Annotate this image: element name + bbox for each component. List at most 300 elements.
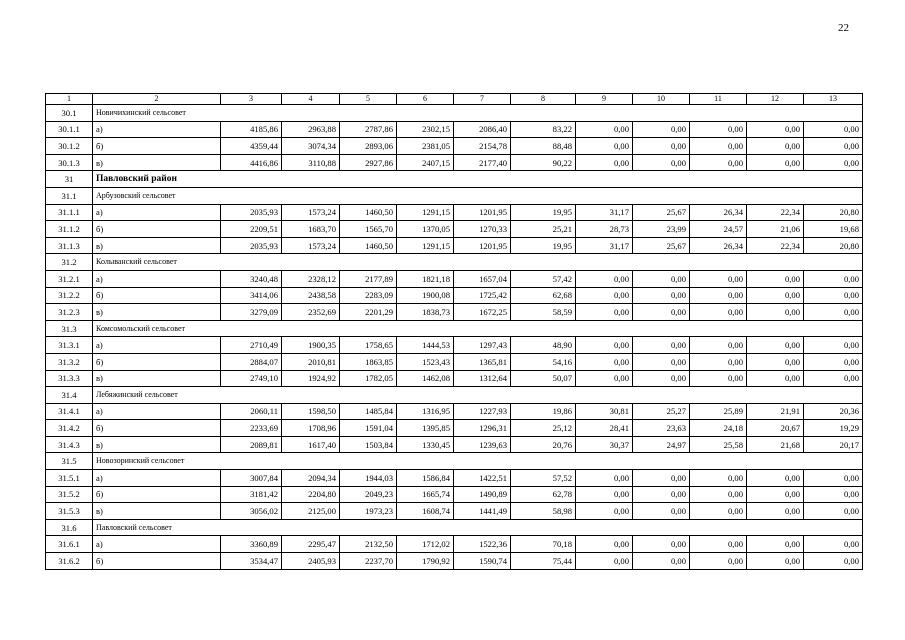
value-cell: 30,37 xyxy=(576,436,633,453)
row-code: 31.2.2 xyxy=(46,287,93,304)
value-cell: 25,67 xyxy=(633,204,690,221)
value-cell: 1565,70 xyxy=(340,221,397,238)
row-code: 31.2 xyxy=(46,254,93,271)
value-cell: 1395,85 xyxy=(397,420,454,437)
value-cell: 0,00 xyxy=(747,503,804,520)
value-cell: 0,00 xyxy=(747,536,804,553)
value-cell: 3534,47 xyxy=(221,553,282,570)
row-code: 31.5.1 xyxy=(46,470,93,487)
value-cell: 3074,34 xyxy=(282,138,340,155)
value-cell: 0,00 xyxy=(804,154,863,171)
row-code: 30.1 xyxy=(46,105,93,122)
value-cell: 2035,93 xyxy=(221,204,282,221)
value-cell: 24,18 xyxy=(690,420,747,437)
value-cell: 0,00 xyxy=(690,121,747,138)
value-cell: 0,00 xyxy=(747,486,804,503)
value-cell: 25,89 xyxy=(690,403,747,420)
value-cell: 2328,12 xyxy=(282,270,340,287)
value-cell: 0,00 xyxy=(690,370,747,387)
value-cell: 70,18 xyxy=(511,536,576,553)
table-row xyxy=(46,270,863,287)
row-code: 31.4 xyxy=(46,387,93,404)
table-row xyxy=(46,403,863,420)
value-cell: 0,00 xyxy=(804,503,863,520)
value-cell: 0,00 xyxy=(633,370,690,387)
value-cell: 3240,48 xyxy=(221,270,282,287)
row-code: 31 xyxy=(46,171,93,188)
value-cell: 1370,05 xyxy=(397,221,454,238)
table-row xyxy=(46,287,863,304)
value-cell: 2884,07 xyxy=(221,353,282,370)
value-cell: 0,00 xyxy=(633,121,690,138)
value-cell: 26,34 xyxy=(690,237,747,254)
value-cell: 1617,40 xyxy=(282,436,340,453)
value-cell: 19,95 xyxy=(511,204,576,221)
row-label: а) xyxy=(93,536,221,553)
value-cell: 0,00 xyxy=(747,470,804,487)
value-cell: 0,00 xyxy=(576,470,633,487)
value-cell: 0,00 xyxy=(633,337,690,354)
value-cell: 2089,81 xyxy=(221,436,282,453)
section-row xyxy=(46,519,863,536)
value-cell: 0,00 xyxy=(576,553,633,570)
value-cell: 1838,73 xyxy=(397,304,454,321)
value-cell: 0,00 xyxy=(633,503,690,520)
value-cell: 83,22 xyxy=(511,121,576,138)
row-code: 31.1.3 xyxy=(46,237,93,254)
value-cell: 25,58 xyxy=(690,436,747,453)
row-label: а) xyxy=(93,337,221,354)
value-cell: 0,00 xyxy=(633,486,690,503)
value-cell: 0,00 xyxy=(576,370,633,387)
value-cell: 19,95 xyxy=(511,237,576,254)
header-row xyxy=(46,94,863,105)
value-cell: 19,86 xyxy=(511,403,576,420)
value-cell: 58,98 xyxy=(511,503,576,520)
value-cell: 1297,43 xyxy=(454,337,511,354)
value-cell: 2060,11 xyxy=(221,403,282,420)
value-cell: 3110,88 xyxy=(282,154,340,171)
table-row xyxy=(46,536,863,553)
value-cell: 0,00 xyxy=(804,270,863,287)
value-cell: 4416,86 xyxy=(221,154,282,171)
row-code: 31.4.3 xyxy=(46,436,93,453)
value-cell: 1201,95 xyxy=(454,204,511,221)
value-cell: 0,00 xyxy=(576,337,633,354)
value-cell: 1924,92 xyxy=(282,370,340,387)
row-label: в) xyxy=(93,503,221,520)
row-code: 31.3.1 xyxy=(46,337,93,354)
value-cell: 2438,58 xyxy=(282,287,340,304)
value-cell: 0,00 xyxy=(747,270,804,287)
row-code: 31.6 xyxy=(46,519,93,536)
table-row xyxy=(46,503,863,520)
value-cell: 0,00 xyxy=(633,154,690,171)
value-cell: 1900,35 xyxy=(282,337,340,354)
column-number: 3 xyxy=(221,94,282,105)
value-cell: 0,00 xyxy=(576,270,633,287)
value-cell: 0,00 xyxy=(633,536,690,553)
row-label: б) xyxy=(93,138,221,155)
value-cell: 19,29 xyxy=(804,420,863,437)
settlement-name: Арбузовский сельсовет xyxy=(93,187,863,204)
value-cell: 0,00 xyxy=(576,154,633,171)
value-cell: 0,00 xyxy=(804,287,863,304)
value-cell: 2927,86 xyxy=(340,154,397,171)
row-label: в) xyxy=(93,436,221,453)
value-cell: 1598,50 xyxy=(282,403,340,420)
value-cell: 2132,50 xyxy=(340,536,397,553)
row-label: а) xyxy=(93,204,221,221)
section-row xyxy=(46,320,863,337)
value-cell: 2233,69 xyxy=(221,420,282,437)
value-cell: 25,12 xyxy=(511,420,576,437)
value-cell: 0,00 xyxy=(690,536,747,553)
value-cell: 0,00 xyxy=(633,270,690,287)
value-cell: 48,90 xyxy=(511,337,576,354)
value-cell: 22,34 xyxy=(747,204,804,221)
district-name: Павловский район xyxy=(93,171,863,188)
value-cell: 2177,89 xyxy=(340,270,397,287)
row-label: а) xyxy=(93,403,221,420)
value-cell: 1316,95 xyxy=(397,403,454,420)
value-cell: 2204,80 xyxy=(282,486,340,503)
value-cell: 2049,23 xyxy=(340,486,397,503)
value-cell: 25,27 xyxy=(633,403,690,420)
value-cell: 25,67 xyxy=(633,237,690,254)
table-row xyxy=(46,138,863,155)
value-cell: 0,00 xyxy=(804,138,863,155)
table-row xyxy=(46,154,863,171)
row-label: б) xyxy=(93,486,221,503)
value-cell: 1900,08 xyxy=(397,287,454,304)
section-row xyxy=(46,387,863,404)
value-cell: 0,00 xyxy=(576,304,633,321)
value-cell: 2283,09 xyxy=(340,287,397,304)
column-number: 1 xyxy=(46,94,93,105)
table-row xyxy=(46,121,863,138)
value-cell: 1590,74 xyxy=(454,553,511,570)
value-cell: 1422,51 xyxy=(454,470,511,487)
value-cell: 2094,34 xyxy=(282,470,340,487)
value-cell: 21,68 xyxy=(747,436,804,453)
value-cell: 2295,47 xyxy=(282,536,340,553)
value-cell: 1672,25 xyxy=(454,304,511,321)
value-cell: 2405,93 xyxy=(282,553,340,570)
value-cell: 1683,70 xyxy=(282,221,340,238)
value-cell: 24,57 xyxy=(690,221,747,238)
row-label: б) xyxy=(93,553,221,570)
table-row xyxy=(46,553,863,570)
value-cell: 24,97 xyxy=(633,436,690,453)
value-cell: 0,00 xyxy=(747,353,804,370)
table-row xyxy=(46,486,863,503)
row-label: в) xyxy=(93,370,221,387)
value-cell: 0,00 xyxy=(804,337,863,354)
value-cell: 0,00 xyxy=(690,337,747,354)
value-cell: 0,00 xyxy=(747,138,804,155)
value-cell: 1460,50 xyxy=(340,237,397,254)
value-cell: 0,00 xyxy=(804,553,863,570)
row-code: 31.5.2 xyxy=(46,486,93,503)
value-cell: 2352,69 xyxy=(282,304,340,321)
value-cell: 0,00 xyxy=(690,270,747,287)
row-code: 31.5 xyxy=(46,453,93,470)
table-row xyxy=(46,337,863,354)
value-cell: 1790,92 xyxy=(397,553,454,570)
settlement-name: Колыванский сельсовет xyxy=(93,254,863,271)
value-cell: 0,00 xyxy=(576,287,633,304)
value-cell: 1291,15 xyxy=(397,237,454,254)
value-cell: 57,52 xyxy=(511,470,576,487)
value-cell: 0,00 xyxy=(576,121,633,138)
settlement-name: Новозоринский сельсовет xyxy=(93,453,863,470)
value-cell: 0,00 xyxy=(804,370,863,387)
column-number: 10 xyxy=(633,94,690,105)
value-cell: 0,00 xyxy=(747,287,804,304)
row-code: 31.3 xyxy=(46,320,93,337)
value-cell: 1270,33 xyxy=(454,221,511,238)
value-cell: 1708,96 xyxy=(282,420,340,437)
value-cell: 0,00 xyxy=(633,470,690,487)
value-cell: 0,00 xyxy=(690,470,747,487)
value-cell: 1782,05 xyxy=(340,370,397,387)
value-cell: 0,00 xyxy=(747,154,804,171)
row-label: б) xyxy=(93,221,221,238)
value-cell: 62,68 xyxy=(511,287,576,304)
value-cell: 2749,10 xyxy=(221,370,282,387)
value-cell: 1573,24 xyxy=(282,237,340,254)
column-number: 12 xyxy=(747,94,804,105)
row-label: в) xyxy=(93,154,221,171)
value-cell: 0,00 xyxy=(576,536,633,553)
value-cell: 62,78 xyxy=(511,486,576,503)
tariff-table xyxy=(45,93,863,570)
value-cell: 1586,84 xyxy=(397,470,454,487)
row-label: б) xyxy=(93,420,221,437)
value-cell: 0,00 xyxy=(804,353,863,370)
value-cell: 57,42 xyxy=(511,270,576,287)
table-row xyxy=(46,304,863,321)
column-number: 9 xyxy=(576,94,633,105)
value-cell: 1312,64 xyxy=(454,370,511,387)
row-code: 31.1.1 xyxy=(46,204,93,221)
row-label: а) xyxy=(93,121,221,138)
value-cell: 0,00 xyxy=(690,287,747,304)
table-row xyxy=(46,237,863,254)
value-cell: 75,44 xyxy=(511,553,576,570)
value-cell: 1365,81 xyxy=(454,353,511,370)
settlement-name: Павловский сельсовет xyxy=(93,519,863,536)
value-cell: 0,00 xyxy=(576,503,633,520)
value-cell: 1291,15 xyxy=(397,204,454,221)
value-cell: 1485,84 xyxy=(340,403,397,420)
value-cell: 1863,85 xyxy=(340,353,397,370)
value-cell: 1758,65 xyxy=(340,337,397,354)
value-cell: 3056,02 xyxy=(221,503,282,520)
value-cell: 4359,44 xyxy=(221,138,282,155)
value-cell: 0,00 xyxy=(747,553,804,570)
value-cell: 2125,00 xyxy=(282,503,340,520)
value-cell: 2201,29 xyxy=(340,304,397,321)
row-code: 31.6.2 xyxy=(46,553,93,570)
value-cell: 21,06 xyxy=(747,221,804,238)
value-cell: 1821,18 xyxy=(397,270,454,287)
row-code: 31.4.2 xyxy=(46,420,93,437)
value-cell: 1608,74 xyxy=(397,503,454,520)
column-number: 13 xyxy=(804,94,863,105)
value-cell: 0,00 xyxy=(576,486,633,503)
value-cell: 2010,81 xyxy=(282,353,340,370)
value-cell: 1444,53 xyxy=(397,337,454,354)
value-cell: 0,00 xyxy=(747,304,804,321)
column-number: 5 xyxy=(340,94,397,105)
value-cell: 28,41 xyxy=(576,420,633,437)
value-cell: 1201,95 xyxy=(454,237,511,254)
value-cell: 0,00 xyxy=(576,353,633,370)
column-number: 2 xyxy=(93,94,221,105)
value-cell: 0,00 xyxy=(804,470,863,487)
value-cell: 2710,49 xyxy=(221,337,282,354)
value-cell: 1944,03 xyxy=(340,470,397,487)
column-number: 8 xyxy=(511,94,576,105)
value-cell: 0,00 xyxy=(690,138,747,155)
value-cell: 2787,86 xyxy=(340,121,397,138)
column-number: 11 xyxy=(690,94,747,105)
value-cell: 19,68 xyxy=(804,221,863,238)
section-row xyxy=(46,187,863,204)
value-cell: 23,99 xyxy=(633,221,690,238)
value-cell: 0,00 xyxy=(804,536,863,553)
value-cell: 2177,40 xyxy=(454,154,511,171)
row-label: в) xyxy=(93,304,221,321)
section-row xyxy=(46,453,863,470)
value-cell: 1490,89 xyxy=(454,486,511,503)
value-cell: 3360,89 xyxy=(221,536,282,553)
value-cell: 2381,05 xyxy=(397,138,454,155)
value-cell: 1665,74 xyxy=(397,486,454,503)
row-code: 30.1.1 xyxy=(46,121,93,138)
value-cell: 2302,15 xyxy=(397,121,454,138)
value-cell: 30,81 xyxy=(576,403,633,420)
row-label: а) xyxy=(93,270,221,287)
column-number: 7 xyxy=(454,94,511,105)
value-cell: 0,00 xyxy=(804,121,863,138)
value-cell: 2209,51 xyxy=(221,221,282,238)
value-cell: 0,00 xyxy=(633,304,690,321)
value-cell: 21,91 xyxy=(747,403,804,420)
row-code: 31.4.1 xyxy=(46,403,93,420)
table-row xyxy=(46,204,863,221)
value-cell: 26,34 xyxy=(690,204,747,221)
value-cell: 23,63 xyxy=(633,420,690,437)
value-cell: 1239,63 xyxy=(454,436,511,453)
value-cell: 31,17 xyxy=(576,237,633,254)
value-cell: 0,00 xyxy=(690,486,747,503)
value-cell: 0,00 xyxy=(633,287,690,304)
column-number: 4 xyxy=(282,94,340,105)
row-code: 31.2.3 xyxy=(46,304,93,321)
value-cell: 1591,04 xyxy=(340,420,397,437)
value-cell: 58,59 xyxy=(511,304,576,321)
value-cell: 3181,42 xyxy=(221,486,282,503)
value-cell: 20,76 xyxy=(511,436,576,453)
value-cell: 3414,06 xyxy=(221,287,282,304)
table-row xyxy=(46,470,863,487)
row-code: 30.1.3 xyxy=(46,154,93,171)
value-cell: 1712,02 xyxy=(397,536,454,553)
value-cell: 0,00 xyxy=(690,553,747,570)
value-cell: 50,07 xyxy=(511,370,576,387)
value-cell: 22,34 xyxy=(747,237,804,254)
column-number: 6 xyxy=(397,94,454,105)
value-cell: 4185,86 xyxy=(221,121,282,138)
row-code: 31.3.3 xyxy=(46,370,93,387)
value-cell: 31,17 xyxy=(576,204,633,221)
value-cell: 0,00 xyxy=(804,304,863,321)
value-cell: 3279,09 xyxy=(221,304,282,321)
settlement-name: Комсомольский сельсовет xyxy=(93,320,863,337)
value-cell: 90,22 xyxy=(511,154,576,171)
section-row xyxy=(46,254,863,271)
value-cell: 0,00 xyxy=(804,486,863,503)
row-code: 31.6.1 xyxy=(46,536,93,553)
table-row xyxy=(46,370,863,387)
table-row xyxy=(46,353,863,370)
value-cell: 1462,08 xyxy=(397,370,454,387)
value-cell: 1973,23 xyxy=(340,503,397,520)
value-cell: 1330,45 xyxy=(397,436,454,453)
value-cell: 0,00 xyxy=(633,353,690,370)
row-code: 30.1.2 xyxy=(46,138,93,155)
row-code: 31.5.3 xyxy=(46,503,93,520)
value-cell: 2407,15 xyxy=(397,154,454,171)
value-cell: 0,00 xyxy=(576,138,633,155)
value-cell: 1657,04 xyxy=(454,270,511,287)
row-code: 31.2.1 xyxy=(46,270,93,287)
table-body xyxy=(46,94,863,570)
settlement-name: Лебяжинский сельсовет xyxy=(93,387,863,404)
value-cell: 28,73 xyxy=(576,221,633,238)
value-cell: 88,48 xyxy=(511,138,576,155)
row-label: в) xyxy=(93,237,221,254)
value-cell: 0,00 xyxy=(633,553,690,570)
row-code: 31.3.2 xyxy=(46,353,93,370)
table-row xyxy=(46,420,863,437)
row-code: 31.1.2 xyxy=(46,221,93,238)
value-cell: 0,00 xyxy=(633,138,690,155)
value-cell: 1522,36 xyxy=(454,536,511,553)
value-cell: 0,00 xyxy=(690,503,747,520)
value-cell: 3007,84 xyxy=(221,470,282,487)
value-cell: 20,17 xyxy=(804,436,863,453)
row-label: б) xyxy=(93,353,221,370)
page-number: 22 xyxy=(838,22,849,34)
value-cell: 1296,31 xyxy=(454,420,511,437)
value-cell: 1441,49 xyxy=(454,503,511,520)
row-label: а) xyxy=(93,470,221,487)
row-code: 31.1 xyxy=(46,187,93,204)
value-cell: 0,00 xyxy=(690,304,747,321)
table-row xyxy=(46,436,863,453)
value-cell: 1227,93 xyxy=(454,403,511,420)
value-cell: 1503,84 xyxy=(340,436,397,453)
section-row xyxy=(46,105,863,122)
value-cell: 0,00 xyxy=(747,370,804,387)
value-cell: 20,67 xyxy=(747,420,804,437)
value-cell: 54,16 xyxy=(511,353,576,370)
value-cell: 0,00 xyxy=(690,154,747,171)
